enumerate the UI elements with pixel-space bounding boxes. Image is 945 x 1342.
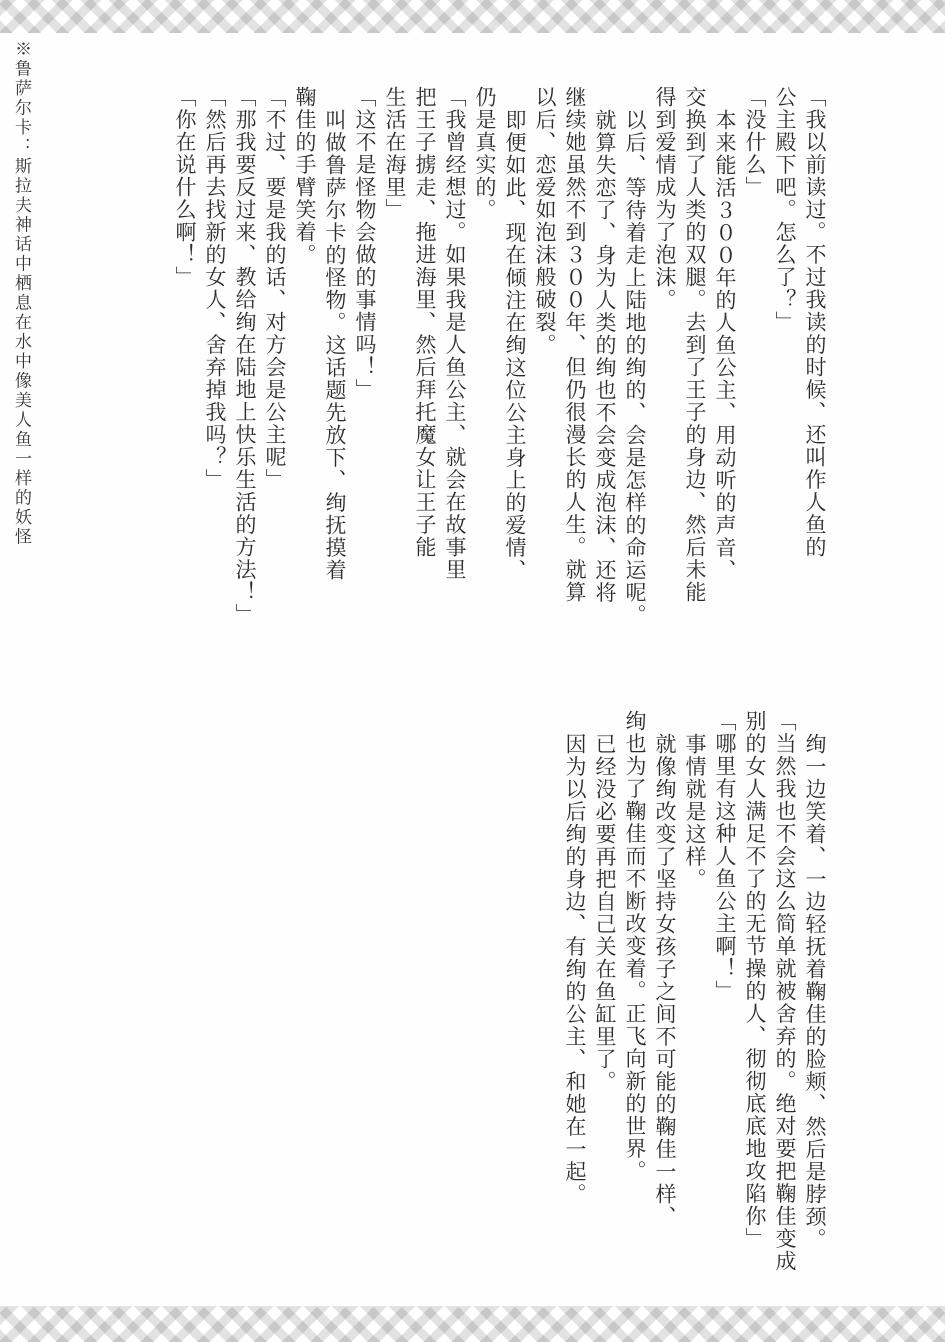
text-column: 「当然我也不会这么简单就被舍弃的。绝对要把鞠佳变成 <box>773 710 797 1273</box>
text-column: 已经没必要再把自己关在鱼缸里了。 <box>593 733 617 1093</box>
text-column: 生活在海里」 <box>383 86 407 221</box>
text-column: 事情就是这样。 <box>683 733 707 891</box>
text-column: 「不过、要是我的话、对方会是公主呢」 <box>263 86 287 491</box>
text-column: 鞠佳的手臂笑着。 <box>293 86 317 266</box>
text-column: 「然后再去找新的女人、舍弃掉我吗？」 <box>203 86 227 491</box>
upper-text-block <box>170 86 830 661</box>
text-column: 「你在说什么啊！」 <box>173 86 197 289</box>
text-column: 交换到了人类的双腿。去到了王子的身边、然后未能 <box>683 86 707 604</box>
text-column: 得到爱情成为了泡沫。 <box>653 86 677 311</box>
text-column: 绚一边笑着、一边轻抚着鞠佳的脸颊、然后是脖颈。 <box>803 733 827 1251</box>
bottom-border-pattern <box>0 1306 945 1342</box>
text-column: 「这不是怪物会做的事情吗！」 <box>353 86 377 401</box>
text-column: 公主殿下吧。怎么了？」 <box>773 86 797 334</box>
text-column: 绚也为了鞠佳而不断改变着。正飞向新的世界。 <box>623 710 647 1183</box>
text-column: 叫做鲁萨尔卡的怪物。这话题先放下、绚抚摸着 <box>323 109 347 582</box>
text-column: 即便如此、现在倾注在绚这位公主身上的爱情、 <box>503 109 527 582</box>
text-column: 把王子掳走、拖进海里、然后拜托魔女让王子能 <box>413 86 437 559</box>
text-column: 「没什么」 <box>743 86 767 199</box>
text-column: 就算失恋了、身为人类的绚也不会变成泡沫、还将 <box>593 109 617 604</box>
footnote-text: ※鲁萨尔卡：斯拉夫神话中栖息在水中像美人鱼一样的妖怪 <box>12 40 31 547</box>
text-column: 「我以前读过。不过我读的时候、还叫作人鱼的 <box>803 86 827 559</box>
text-column: 因为以后绚的身边、有绚的公主、和她在一起。 <box>563 733 587 1206</box>
text-column: 「我曾经想过。如果我是人鱼公主、就会在故事里 <box>443 86 467 581</box>
text-column: 仍是真实的。 <box>473 86 497 221</box>
text-column: 「那我要反过来、教给绚在陆地上快乐生活的方法！」 <box>233 86 257 626</box>
text-column: 「哪里有这种人鱼公主啊！」 <box>713 710 737 1003</box>
lower-text-block <box>560 710 830 1290</box>
top-border-pattern <box>0 0 945 33</box>
footnote <box>9 40 33 600</box>
text-column: 别的女人满足不了的无节操的人、彻彻底底地攻陷你」 <box>743 710 767 1250</box>
text-column: 继续她虽然不到３００年、但仍很漫长的人生。就算 <box>563 86 587 604</box>
text-column: 本来能活３００年的人鱼公主、用动听的声音、 <box>713 109 737 582</box>
text-column: 就像绚改变了坚持女孩子之间不可能的鞠佳一样、 <box>653 733 677 1228</box>
text-column: 以后、恋爱如泡沫般破裂。 <box>533 86 557 356</box>
text-column: 以后、等待着走上陆地的绚的、会是怎样的命运呢。 <box>623 109 647 627</box>
